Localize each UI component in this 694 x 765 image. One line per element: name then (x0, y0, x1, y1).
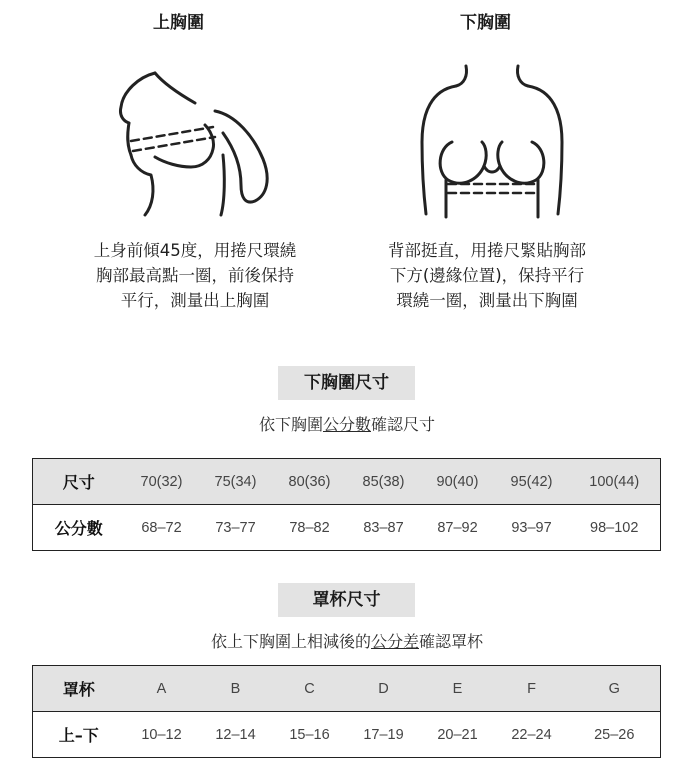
cup-size-title: 罩杯尺寸 (278, 583, 415, 617)
table-cell: 15–16 (289, 726, 330, 743)
table-row (33, 505, 661, 551)
row-header-cup: 罩杯 (33, 666, 125, 712)
table-cell: 70(32) (125, 459, 199, 505)
table-cell: A (125, 666, 199, 712)
band-size-table (32, 458, 661, 551)
table-cell: 93–97 (511, 519, 552, 536)
row-header-difference: 上–下 (58, 726, 99, 745)
table-row (33, 712, 661, 758)
table-row (33, 459, 661, 505)
upper-bust-label: 上胸圍 (153, 13, 204, 33)
table-cell: 90(40) (421, 459, 495, 505)
band-size-subtitle: 依下胸圍公分數確認尺寸 (258, 415, 436, 434)
upper-bust-illustration (95, 55, 295, 220)
table-row (33, 666, 661, 712)
cup-size-table (32, 665, 661, 758)
table-cell: 68–72 (141, 519, 182, 536)
table-cell: G (569, 666, 661, 712)
table-cell: 22–24 (511, 726, 552, 743)
table-cell: 25–26 (594, 726, 635, 743)
table-cell: 98–102 (590, 519, 639, 536)
table-cell: 85(38) (347, 459, 421, 505)
table-cell: D (347, 666, 421, 712)
table-cell: 73–77 (215, 519, 256, 536)
table-cell: 12–14 (215, 726, 256, 743)
under-bust-label: 下胸圍 (460, 13, 511, 33)
upper-bust-description: 上身前傾45度，用捲尺環繞 胸部最高點一圈，前後保持 平行，測量出上胸圍 (93, 241, 297, 310)
table-cell: 95(42) (495, 459, 569, 505)
table-cell: 10–12 (141, 726, 182, 743)
table-cell: B (199, 666, 273, 712)
table-cell: E (421, 666, 495, 712)
table-cell: 100(44) (569, 459, 661, 505)
row-header-size: 尺寸 (33, 459, 125, 505)
table-cell: 83–87 (363, 519, 404, 536)
table-cell: 80(36) (273, 459, 347, 505)
cup-size-subtitle: 依上下胸圍上相減後的公分差確認罩杯 (210, 632, 484, 651)
band-size-title: 下胸圍尺寸 (278, 366, 415, 400)
table-cell: 17–19 (363, 726, 404, 743)
table-cell: 20–21 (437, 726, 478, 743)
table-cell: C (273, 666, 347, 712)
under-bust-description: 背部挺直，用捲尺緊貼胸部 下方(邊緣位置)，保持平行 環繞一圈，測量出下胸圍 (388, 241, 586, 310)
table-cell: 78–82 (289, 519, 330, 536)
table-cell: F (495, 666, 569, 712)
under-bust-illustration (412, 62, 572, 222)
table-cell: 87–92 (437, 519, 478, 536)
row-header-cm: 公分數 (54, 519, 103, 538)
table-cell: 75(34) (199, 459, 273, 505)
